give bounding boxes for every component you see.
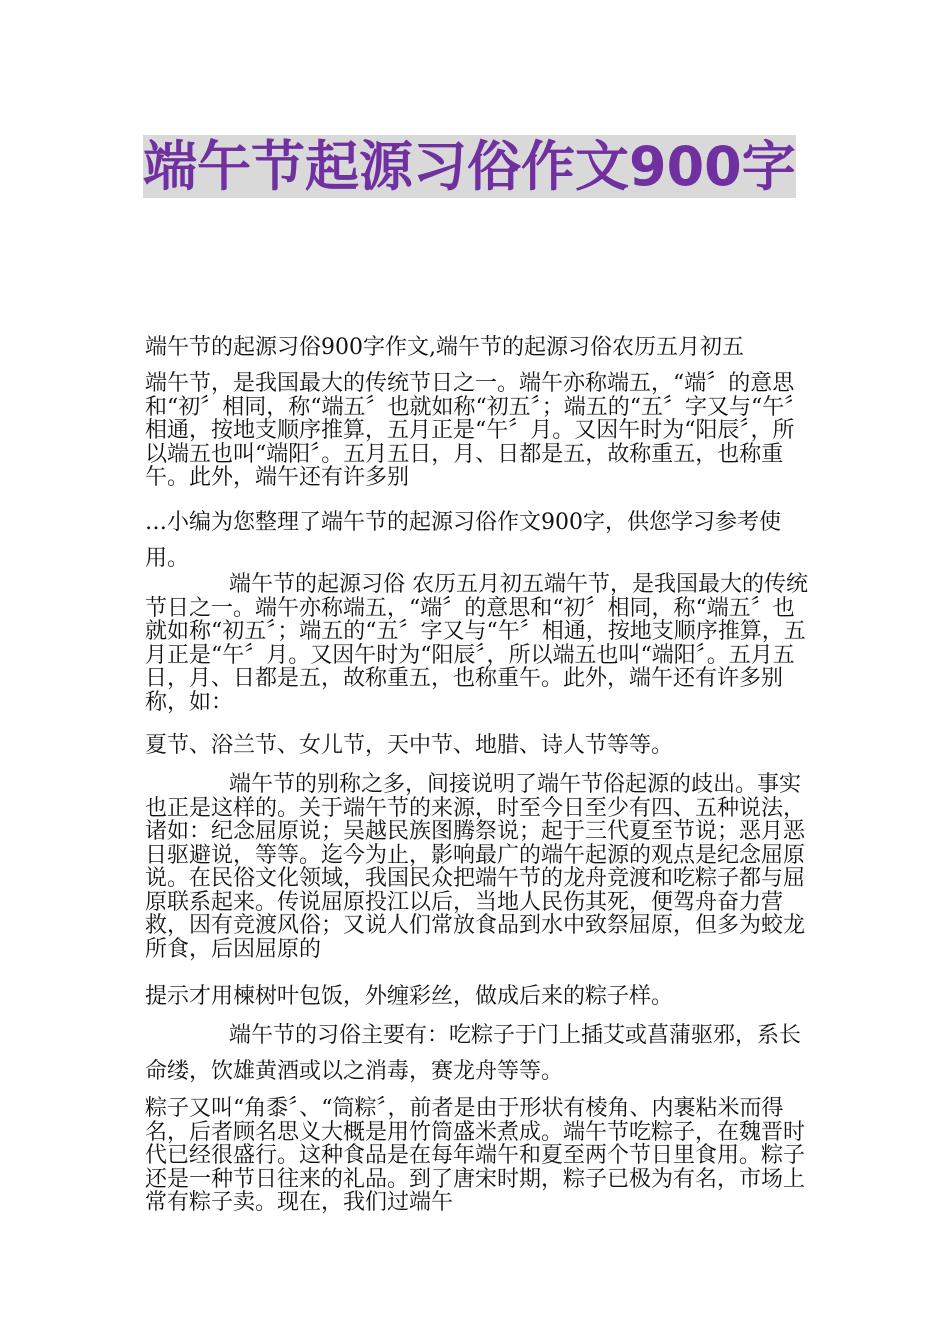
intro-tail-paragraph: …小编为您整理了端午节的起源习俗作文900字，供您学习参考使用。 — [145, 510, 781, 571]
origin-tail-line: 夏节、浴兰节、女儿节，天中节、地腊、诗人节等等。 — [145, 733, 674, 758]
origin-paragraph: 端午节的起源习俗 农历五月初五端午节，是我国最大的传统节日之一。端午亦称端五，“端〞的意思和“初〞相同，称“端五〞也就如称“初五〞；端五的“五〞字又与“午〞相通，按地支顺序推算，五月正是“午〞月。又因午时为“阳辰〞，所以端五也叫“端阳〞。五月五日，月、日都是五，故称重五，也称重午。此外，端午还有许多别称，如： — [145, 572, 808, 715]
document-title — [143, 134, 823, 200]
names-tail-line: 提示才用楝树叶包饭，外缠彩丝，做成后来的粽子样。 — [145, 984, 674, 1009]
customs-paragraph: 端午节的习俗主要有：吃粽子于门上插艾或菖蒲驱邪，系长命缕，饮雄黄酒或以之消毒，赛龙舟等等。 — [145, 1023, 802, 1084]
zongzi-paragraph: 粽子又叫“角黍〞、“筒粽〞，前者是由于形状有棱角、内裹粘米而得名，后者顾名思义大概是用竹筒盛米煮成。端午节吃粽子，在魏晋时代已经很盛行。这种食品是在每年端午和夏至两个节日里食用。粽子还是一种节日往来的礼品。到了唐宋时期，粽子已极为有名，市场上常有粽子卖。现在，我们过端午 — [145, 1096, 806, 1215]
title-text: 端午节起源习俗作文900字 — [143, 135, 796, 198]
names-paragraph: 端午节的别称之多，间接说明了端午节俗起源的歧出。事实也正是这样的。关于端午节的来源，时至今日至少有四、五种说法，诸如：纪念屈原说；吴越民族图腾祭说；起于三代夏至节说；恶月恶日驱避说，等等。迄今为止，影响最广的端午起源的观点是纪念屈原说。在民俗文化领域，我国民众把端午节的龙舟竞渡和吃粽子都与屈原联系起来。传说屈原投江以后，当地人民伤其死，便驾舟奋力营救，因有竞渡风俗；又说人们常放食品到水中致祭屈原，但多为蛟龙所食，后因屈原的 — [145, 772, 806, 962]
intro-paragraph: 端午节，是我国最大的传统节日之一。端午亦称端五，“端〞的意思和“初〞相同，称“端五〞也就如称“初五〞；端五的“五〞字又与“午〞相通，按地支顺序推算，五月正是“午〞月。又因午时为“阳辰〞，所以端五也叫“端阳〞。五月五日，月、日都是五，故称重五，也称重午。此外，端午还有许多别 — [145, 371, 807, 490]
intro-line: 端午节的起源习俗900字作文,端午节的起源习俗农历五月初五 — [145, 335, 744, 360]
